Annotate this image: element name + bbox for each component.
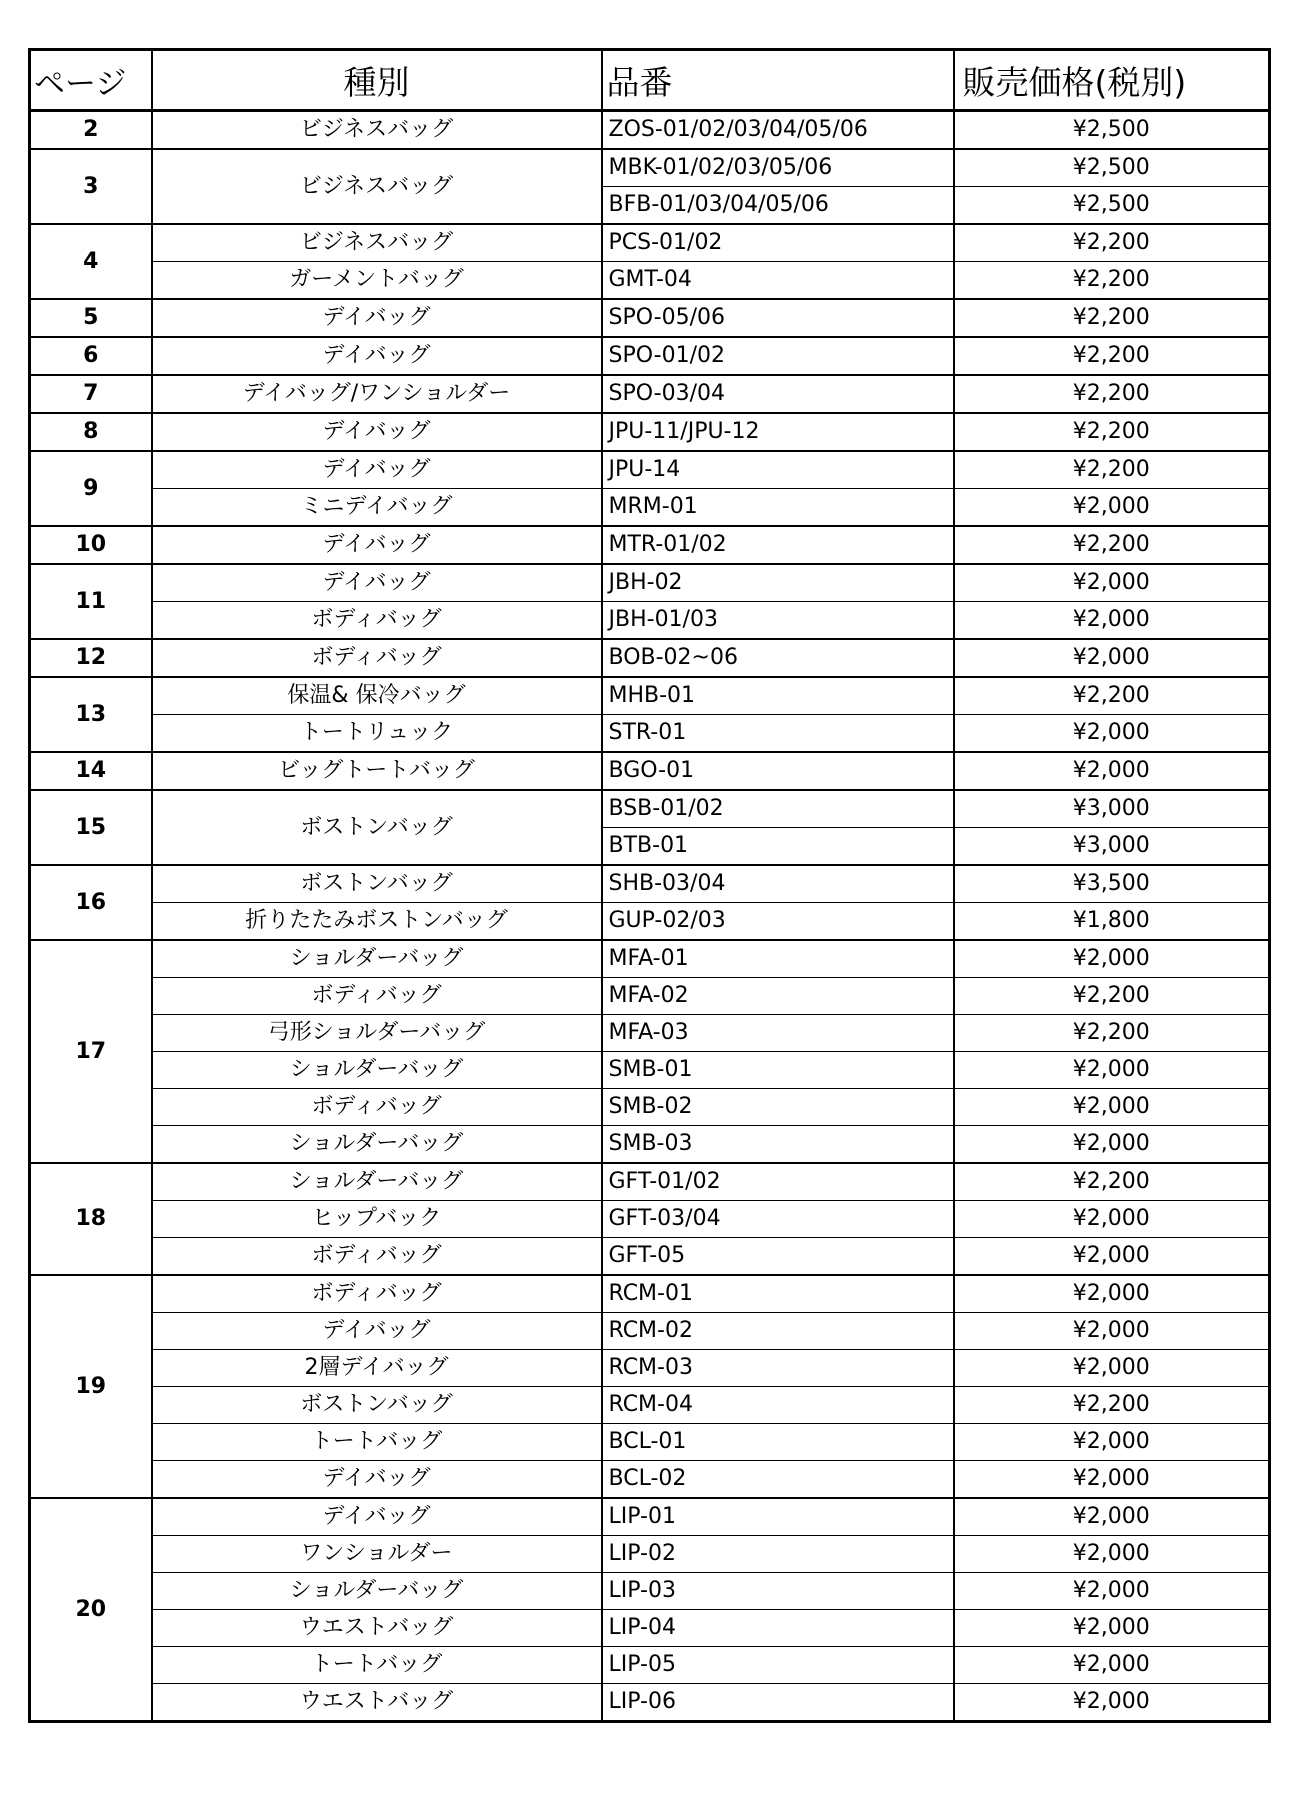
table-row: [30, 337, 1270, 375]
table-header: [30, 50, 1270, 111]
bag-type-cell: ウエストバッグ: [152, 1684, 602, 1722]
price-cell: ¥2,000: [954, 489, 1270, 527]
price-cell: ¥2,000: [954, 1498, 1270, 1536]
price-cell: ¥2,000: [954, 1126, 1270, 1164]
page-number-cell: 15: [30, 790, 152, 865]
header-code: 品番: [602, 50, 954, 111]
product-code-cell: SMB-01: [602, 1052, 954, 1089]
product-code-cell: GFT-03/04: [602, 1201, 954, 1238]
price-cell: ¥2,000: [954, 715, 1270, 753]
table-row: [30, 602, 1270, 640]
price-cell: ¥2,200: [954, 375, 1270, 413]
product-code-cell: RCM-03: [602, 1350, 954, 1387]
table-row: [30, 224, 1270, 262]
table-row: [30, 1052, 1270, 1089]
product-code-cell: BOB-02~06: [602, 639, 954, 677]
price-cell: ¥2,200: [954, 677, 1270, 715]
price-cell: ¥2,000: [954, 940, 1270, 978]
bag-type-cell: ビジネスバッグ: [152, 224, 602, 262]
price-cell: ¥2,000: [954, 1052, 1270, 1089]
bag-type-cell: ボディバッグ: [152, 602, 602, 640]
table-row: [30, 1313, 1270, 1350]
page-number-cell: 4: [30, 224, 152, 299]
bag-type-cell: デイバッグ: [152, 337, 602, 375]
page-number-cell: 20: [30, 1498, 152, 1722]
page-number-cell: 18: [30, 1163, 152, 1275]
product-code-cell: BCL-01: [602, 1424, 954, 1461]
price-cell: ¥2,500: [954, 149, 1270, 187]
product-code-cell: LIP-02: [602, 1536, 954, 1573]
price-cell: ¥2,000: [954, 1089, 1270, 1126]
table-row: [30, 111, 1270, 150]
price-cell: ¥3,500: [954, 865, 1270, 903]
table-row: [30, 1163, 1270, 1201]
price-cell: ¥2,000: [954, 602, 1270, 640]
bag-type-cell: ボディバッグ: [152, 1275, 602, 1313]
table-body: [30, 111, 1270, 1722]
bag-type-cell: ショルダーバッグ: [152, 1052, 602, 1089]
page-number-cell: 14: [30, 752, 152, 790]
page-number-cell: 10: [30, 526, 152, 564]
table-row: [30, 375, 1270, 413]
table-row: [30, 1684, 1270, 1722]
bag-type-cell: デイバッグ: [152, 413, 602, 451]
price-cell: ¥2,200: [954, 299, 1270, 337]
table-row: [30, 1201, 1270, 1238]
product-code-cell: SPO-03/04: [602, 375, 954, 413]
table-row: [30, 790, 1270, 828]
table-row: [30, 1461, 1270, 1499]
bag-type-cell: ボディバッグ: [152, 978, 602, 1015]
table-row: [30, 1089, 1270, 1126]
table-row: [30, 1387, 1270, 1424]
header-price: 販売価格(税別): [954, 50, 1270, 111]
table-row: [30, 1424, 1270, 1461]
table-row: [30, 978, 1270, 1015]
price-cell: ¥2,000: [954, 1424, 1270, 1461]
table-row: [30, 1350, 1270, 1387]
page-number-cell: 2: [30, 111, 152, 150]
price-cell: ¥2,000: [954, 1313, 1270, 1350]
product-code-cell: JPU-11/JPU-12: [602, 413, 954, 451]
bag-type-cell: デイバッグ: [152, 1498, 602, 1536]
product-code-cell: GMT-04: [602, 262, 954, 300]
bag-type-cell: ヒップバック: [152, 1201, 602, 1238]
price-cell: ¥2,000: [954, 1275, 1270, 1313]
table-row: [30, 1126, 1270, 1164]
price-cell: ¥3,000: [954, 790, 1270, 828]
price-cell: ¥2,500: [954, 111, 1270, 150]
price-cell: ¥2,200: [954, 526, 1270, 564]
price-cell: ¥2,000: [954, 1573, 1270, 1610]
bag-type-cell: ボストンバッグ: [152, 790, 602, 865]
product-code-cell: MFA-01: [602, 940, 954, 978]
price-cell: ¥2,000: [954, 1461, 1270, 1499]
price-cell: ¥2,200: [954, 978, 1270, 1015]
price-cell: ¥3,000: [954, 828, 1270, 866]
product-code-cell: GFT-05: [602, 1238, 954, 1276]
header-page: ページ: [30, 50, 152, 111]
table-row: [30, 451, 1270, 489]
price-cell: ¥1,800: [954, 903, 1270, 941]
bag-type-cell: ボストンバッグ: [152, 1387, 602, 1424]
bag-type-cell: デイバッグ/ワンショルダー: [152, 375, 602, 413]
table-row: [30, 1610, 1270, 1647]
page-number-cell: 13: [30, 677, 152, 752]
product-code-cell: PCS-01/02: [602, 224, 954, 262]
bag-type-cell: ボストンバッグ: [152, 865, 602, 903]
table-row: [30, 1275, 1270, 1313]
table-row: [30, 940, 1270, 978]
table-row: [30, 526, 1270, 564]
price-cell: ¥2,200: [954, 451, 1270, 489]
page-number-cell: 19: [30, 1275, 152, 1498]
table-row: [30, 752, 1270, 790]
page-number-cell: 8: [30, 413, 152, 451]
product-code-cell: GUP-02/03: [602, 903, 954, 941]
product-code-cell: MFA-03: [602, 1015, 954, 1052]
bag-type-cell: ビジネスバッグ: [152, 111, 602, 150]
price-cell: ¥2,200: [954, 1015, 1270, 1052]
bag-type-cell: ガーメントバッグ: [152, 262, 602, 300]
bag-type-cell: ビッグトートバッグ: [152, 752, 602, 790]
table-row: [30, 564, 1270, 602]
table-row: [30, 262, 1270, 300]
product-code-cell: SHB-03/04: [602, 865, 954, 903]
price-cell: ¥2,500: [954, 187, 1270, 225]
table-row: [30, 1498, 1270, 1536]
product-code-cell: LIP-05: [602, 1647, 954, 1684]
price-cell: ¥2,000: [954, 564, 1270, 602]
bag-type-cell: デイバッグ: [152, 451, 602, 489]
page-number-cell: 5: [30, 299, 152, 337]
product-code-cell: MTR-01/02: [602, 526, 954, 564]
bag-type-cell: デイバッグ: [152, 1461, 602, 1499]
table-row: [30, 413, 1270, 451]
product-code-cell: LIP-06: [602, 1684, 954, 1722]
product-code-cell: ZOS-01/02/03/04/05/06: [602, 111, 954, 150]
bag-type-cell: ボディバッグ: [152, 639, 602, 677]
page-number-cell: 16: [30, 865, 152, 940]
bag-type-cell: ショルダーバッグ: [152, 1126, 602, 1164]
table-row: [30, 1238, 1270, 1276]
product-code-cell: STR-01: [602, 715, 954, 753]
product-code-cell: BCL-02: [602, 1461, 954, 1499]
product-code-cell: LIP-01: [602, 1498, 954, 1536]
table-row: [30, 1647, 1270, 1684]
product-code-cell: SPO-01/02: [602, 337, 954, 375]
product-code-cell: RCM-01: [602, 1275, 954, 1313]
product-code-cell: BTB-01: [602, 828, 954, 866]
product-code-cell: BSB-01/02: [602, 790, 954, 828]
bag-type-cell: ボディバッグ: [152, 1089, 602, 1126]
page-number-cell: 7: [30, 375, 152, 413]
product-code-cell: LIP-04: [602, 1610, 954, 1647]
product-code-cell: MRM-01: [602, 489, 954, 527]
product-code-cell: RCM-02: [602, 1313, 954, 1350]
bag-type-cell: 2層デイバッグ: [152, 1350, 602, 1387]
price-cell: ¥2,000: [954, 752, 1270, 790]
product-code-cell: MBK-01/02/03/05/06: [602, 149, 954, 187]
price-cell: ¥2,000: [954, 1647, 1270, 1684]
page-number-cell: 9: [30, 451, 152, 526]
price-cell: ¥2,200: [954, 1387, 1270, 1424]
product-code-cell: JBH-01/03: [602, 602, 954, 640]
product-code-cell: GFT-01/02: [602, 1163, 954, 1201]
price-cell: ¥2,000: [954, 1350, 1270, 1387]
product-code-cell: JBH-02: [602, 564, 954, 602]
table-row: [30, 489, 1270, 527]
bag-type-cell: トートバッグ: [152, 1424, 602, 1461]
table-row: [30, 715, 1270, 753]
page-number-cell: 6: [30, 337, 152, 375]
table-row: [30, 865, 1270, 903]
price-cell: ¥2,000: [954, 639, 1270, 677]
price-cell: ¥2,000: [954, 1238, 1270, 1276]
product-code-cell: MFA-02: [602, 978, 954, 1015]
product-code-cell: JPU-14: [602, 451, 954, 489]
header-row: [30, 50, 1270, 111]
bag-type-cell: トートリュック: [152, 715, 602, 753]
table-row: [30, 903, 1270, 941]
bag-type-cell: デイバッグ: [152, 1313, 602, 1350]
bag-type-cell: 保温& 保冷バッグ: [152, 677, 602, 715]
page-number-cell: 12: [30, 639, 152, 677]
price-cell: ¥2,200: [954, 413, 1270, 451]
product-code-cell: BFB-01/03/04/05/06: [602, 187, 954, 225]
table-row: [30, 639, 1270, 677]
page-number-cell: 11: [30, 564, 152, 639]
price-cell: ¥2,200: [954, 224, 1270, 262]
bag-type-cell: デイバッグ: [152, 564, 602, 602]
price-cell: ¥2,200: [954, 1163, 1270, 1201]
bag-type-cell: 折りたたみボストンバッグ: [152, 903, 602, 941]
price-cell: ¥2,000: [954, 1684, 1270, 1722]
product-code-cell: LIP-03: [602, 1573, 954, 1610]
bag-type-cell: ビジネスバッグ: [152, 149, 602, 224]
product-code-cell: MHB-01: [602, 677, 954, 715]
bag-type-cell: ショルダーバッグ: [152, 940, 602, 978]
bag-type-cell: ミニデイバッグ: [152, 489, 602, 527]
price-cell: ¥2,000: [954, 1201, 1270, 1238]
table-row: [30, 1573, 1270, 1610]
product-code-cell: SMB-02: [602, 1089, 954, 1126]
table-row: [30, 1015, 1270, 1052]
page-number-cell: 17: [30, 940, 152, 1163]
product-code-cell: BGO-01: [602, 752, 954, 790]
price-cell: ¥2,000: [954, 1536, 1270, 1573]
product-code-cell: SMB-03: [602, 1126, 954, 1164]
bag-type-cell: ボディバッグ: [152, 1238, 602, 1276]
bag-type-cell: ウエストバッグ: [152, 1610, 602, 1647]
bag-type-cell: ショルダーバッグ: [152, 1573, 602, 1610]
price-cell: ¥2,200: [954, 337, 1270, 375]
table-row: [30, 677, 1270, 715]
bag-type-cell: 弓形ショルダーバッグ: [152, 1015, 602, 1052]
bag-type-cell: デイバッグ: [152, 299, 602, 337]
bag-type-cell: トートバッグ: [152, 1647, 602, 1684]
price-cell: ¥2,000: [954, 1610, 1270, 1647]
price-cell: ¥2,200: [954, 262, 1270, 300]
bag-type-cell: デイバッグ: [152, 526, 602, 564]
product-code-cell: RCM-04: [602, 1387, 954, 1424]
table-row: [30, 149, 1270, 187]
price-list-table: [28, 48, 1271, 1723]
table-row: [30, 1536, 1270, 1573]
product-code-cell: SPO-05/06: [602, 299, 954, 337]
page-number-cell: 3: [30, 149, 152, 224]
table-row: [30, 299, 1270, 337]
bag-type-cell: ショルダーバッグ: [152, 1163, 602, 1201]
header-type: 種別: [152, 50, 602, 111]
bag-type-cell: ワンショルダー: [152, 1536, 602, 1573]
